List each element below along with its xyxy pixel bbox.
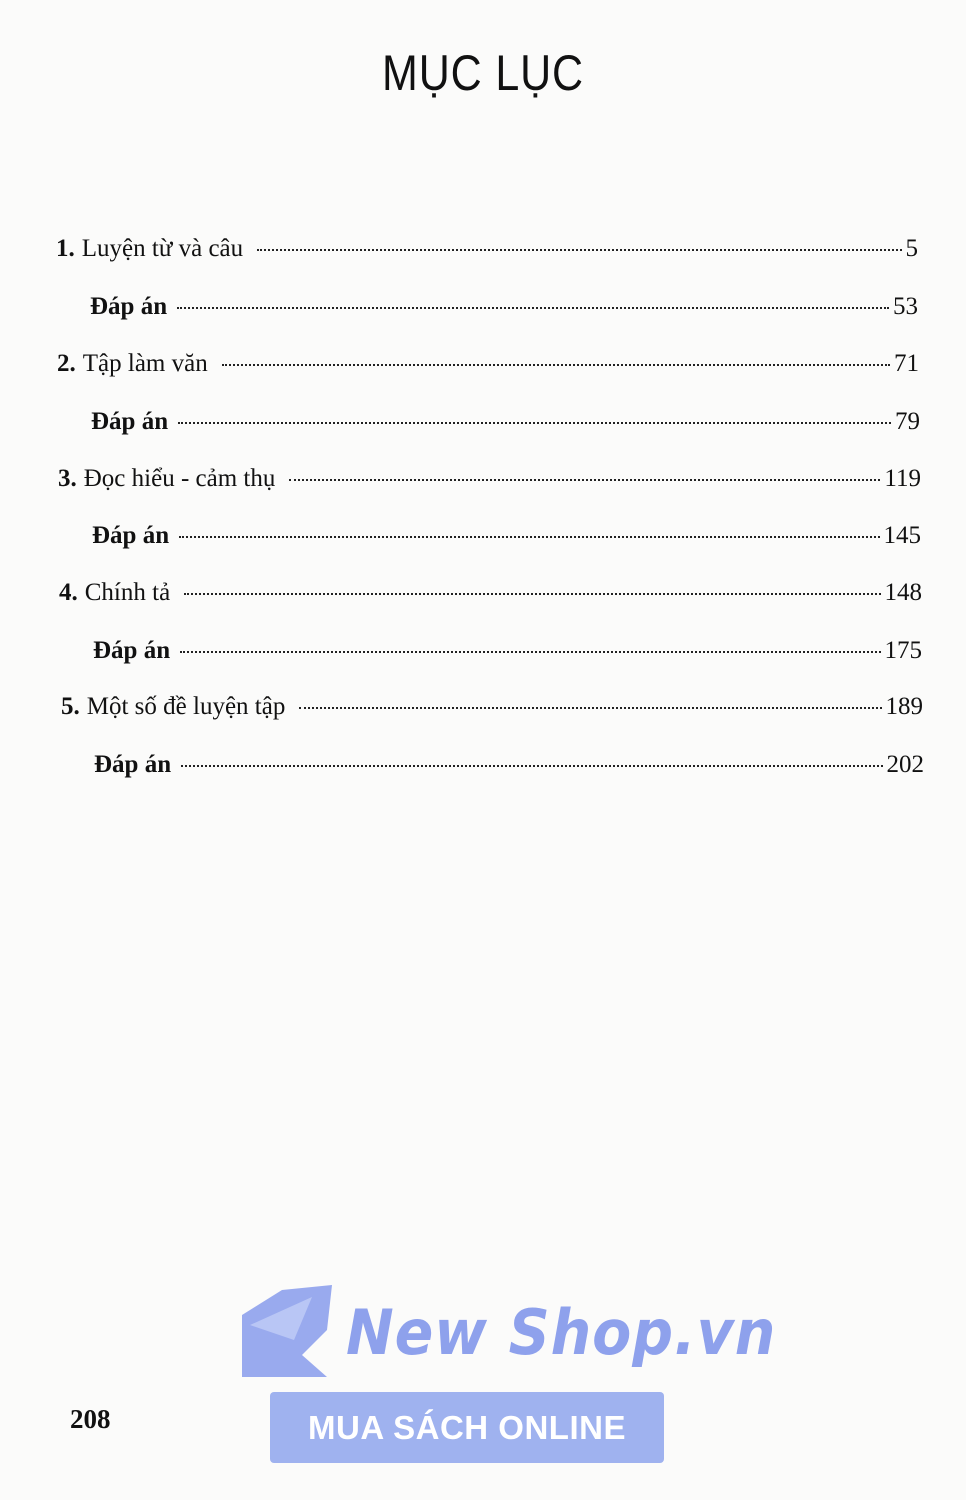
toc-entry-page: 119: [884, 465, 921, 492]
toc-entry-5: [61, 692, 923, 722]
toc-entry-label: Tập làm văn: [82, 350, 208, 377]
toc-entry-label: Chính tả: [84, 579, 171, 606]
buy-books-online-button[interactable]: MUA SÁCH ONLINE: [270, 1392, 664, 1463]
toc-entry-2-answers: [91, 407, 920, 437]
toc-entry-4-answers: [93, 636, 922, 666]
toc-entry-page: 145: [883, 522, 921, 549]
toc-entry-page: 189: [885, 693, 923, 720]
toc-entry-page: 79: [895, 408, 920, 435]
toc-entry-label: Đọc hiểu - cảm thụ: [83, 465, 276, 492]
toc-entry-number: 1.: [56, 235, 75, 262]
toc-entry-number: 2.: [57, 350, 76, 377]
toc-entry-number: 3.: [58, 465, 77, 492]
toc-entry-5-answers: [94, 750, 924, 780]
dot-leader: [257, 249, 901, 251]
dot-leader: [289, 479, 880, 481]
toc-entry-page: 175: [884, 637, 922, 664]
dot-leader: [177, 307, 889, 309]
toc-entry-2: [57, 349, 919, 379]
toc-entry-page: 148: [884, 579, 922, 606]
toc-entry-1-answers: [90, 292, 918, 322]
toc-entry-4: [59, 578, 922, 608]
dot-leader: [178, 422, 891, 424]
toc-entry-label: Một số đề luyện tập: [86, 693, 286, 720]
toc-entry-label: Đáp án: [93, 637, 171, 664]
page-number: 208: [70, 1404, 111, 1434]
toc-entry-1: [56, 234, 918, 264]
dot-leader: [180, 651, 880, 653]
toc-entry-label: Luyện từ và câu: [81, 235, 244, 262]
toc-entry-page: 71: [894, 350, 919, 377]
dot-leader: [299, 707, 881, 709]
toc-entry-page: 202: [886, 751, 924, 778]
toc-entry-number: 4.: [59, 579, 78, 606]
page-title: MỤC LỤC: [382, 45, 584, 101]
toc-entry-label: Đáp án: [90, 293, 168, 320]
toc-entry-label: Đáp án: [92, 522, 170, 549]
toc-entry-number: 5.: [61, 693, 80, 720]
toc-entry-label: Đáp án: [94, 751, 172, 778]
toc-entry-page: 53: [893, 293, 918, 320]
dot-leader: [222, 364, 890, 366]
toc-entry-3-answers: [92, 521, 921, 551]
dot-leader: [179, 536, 879, 538]
toc-entry-label: Đáp án: [91, 408, 169, 435]
dot-leader: [184, 593, 880, 595]
dot-leader: [181, 765, 882, 767]
toc-entry-page: 5: [905, 235, 918, 262]
toc-entry-3: [58, 464, 921, 494]
watermark-brand: New Shop.vn: [346, 1296, 777, 1369]
